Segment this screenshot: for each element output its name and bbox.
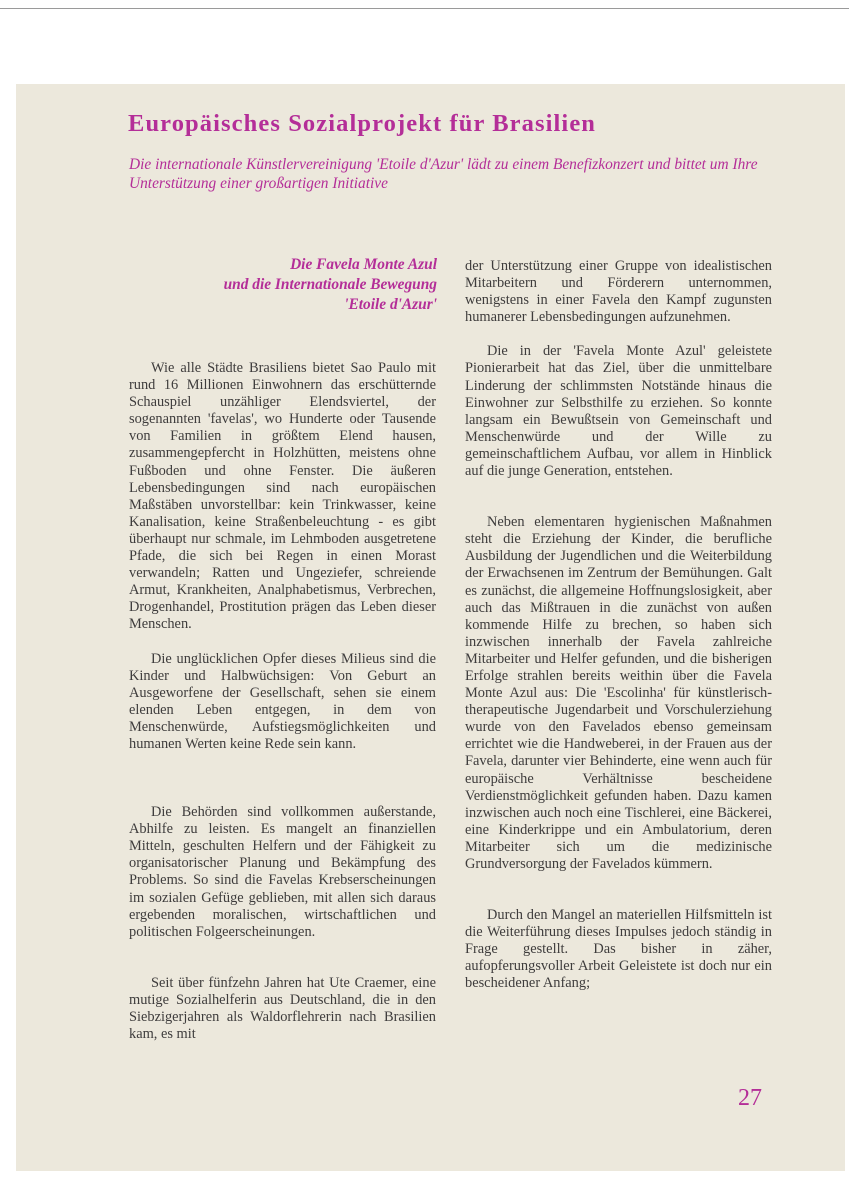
section-heading-line: 'Etoile d'Azur': [344, 296, 437, 313]
right-column: [465, 258, 772, 993]
scan-edge-line: [0, 8, 849, 9]
article-subtitle: Die internationale Künstlervereinigung 'Etoile d'Azur' lädt zu einem Benefizkonzert und bittet um Ihre Unterstützung einer großartigen Initiative: [129, 156, 758, 192]
paragraph: Durch den Mangel an materiellen Hilfsmitteln ist die Weiterführung dieses Impulses jedoch ständig in Frage gestellt. Das bisher in zäher, aufopferungsvoller Arbeit Geleistete ist doch nur ein bescheidener Anfang;: [465, 907, 772, 992]
paragraph: Die Behörden sind vollkommen außerstande, Abhilfe zu leisten. Es mangelt an finanziellen Mitteln, geschulten Helfern und der Fähigkeit zu organisatorischer Planung und Bekämpfung des Problems. So sind die Favelas Krebserscheinungen im sozialen Gefüge geblieben, mit allen sich daraus ergebenden moralischen, wirtschaftlichen und politischen Folgeerscheinungen.: [129, 804, 436, 940]
section-heading-line: und die Internationale Bewegung: [223, 276, 437, 293]
paragraph: Seit über fünfzehn Jahren hat Ute Craemer, eine mutige Sozialhelferin aus Deutschland, die in den Siebzigerjahren als Waldorflehrerin nach Brasilien kam, es mit: [129, 974, 436, 1043]
paragraph: der Unterstützung einer Gruppe von idealistischen Mitarbeitern und Förderern unternommen, wenigstens in einer Favela den Kampf zugunsten humanerer Lebensbedingungen aufzunehmen.: [465, 258, 772, 326]
paragraph: Die in der 'Favela Monte Azul' geleistete Pionierarbeit hat das Ziel, über die unmittelbare Linderung der schlimmsten Notstände hinaus die Einwohner zur Selbsthilfe zu erziehen. So konnte langsam ein Bewußtsein von Gemeinschaft und Menschenwürde und der Wille zu gemeinschaftlichem Aufbau, vor allem in Hinblick auf die junge Generation, entstehen.: [465, 343, 772, 480]
section-heading: [129, 255, 437, 315]
paragraph: Die unglücklichen Opfer dieses Milieus sind die Kinder und Halbwüchsigen: Von Geburt an Ausgeworfene der Gesellschaft, sehen sie einem elenden Leben entgegen, in dem von Menschenwürde, Aufstiegsmöglichkeiten und humanen Werten keine Rede sein kann.: [129, 650, 436, 752]
article-title: Europäisches Sozialprojekt für Brasilien: [128, 110, 597, 137]
section-heading-line: Die Favela Monte Azul: [290, 256, 437, 273]
page-number: 27: [738, 1085, 762, 1111]
paragraph: Neben elementaren hygienischen Maßnahmen steht die Erziehung der Kinder, die berufliche Ausbildung der Jugendlichen und die Weiterbildung der Erwachsenen im Zentrum der Bemühungen. Galt es zunächst, die allgemeine Hoffnungslosigkeit, aber auch das Mißtrauen in die zunächst von außen kommende Hilfe zu brechen, so haben sich inzwischen innerhalb der Favela zahlreiche Mitarbeiter und Helfer gefunden, und die bisherigen Erfolge strahlen bereits weithin über die Favela Monte Azul aus: Die 'Escolinha' für künstlerisch-therapeutische Jugendarbeit und Vorschulerziehung wurde von den Favelados ebenso gemeinsam errichtet wie die Handweberei, in der Frauen aus der Favela, darunter vier Behinderte, eine wenn auch für europäische Verhältnisse bescheidene Verdienstmöglichkeit gefunden haben. Dazu kamen inzwischen auch noch eine Tischlerei, eine Bäckerei, eine Kinderkrippe und ein Ambulatorium, deren Mitarbeiter sich um die medizinische Grundversorgung der Favelados kümmern.: [465, 514, 772, 872]
paragraph: Wie alle Städte Brasiliens bietet Sao Paulo mit rund 16 Millionen Einwohnern das erschütternde Schauspiel unzähliger Elendsviertel, der sogenannten 'favelas', wo Hunderte oder Tausende von Familien in größtem Elend hausen, zusammengepfercht in Holzhütten, meistens ohne Fußboden und ohne Fenster. Die äußeren Lebensbedingungen sind nach europäischen Maßstäben unvorstellbar: kein Trinkwasser, keine Kanalisation, keine Straßenbeleuchtung - es gibt überhaupt nur schmale, im Lehmboden ausgetretene Pfade, die sich bei Regen in einen Morast verwandeln; Ratten und Ungeziefer, schreiende Armut, Krankheiten, Analphabetismus, Verbrechen, Drogenhandel, Prostitution prägen das Leben dieser Menschen.: [129, 360, 436, 633]
left-column: [129, 360, 436, 1043]
